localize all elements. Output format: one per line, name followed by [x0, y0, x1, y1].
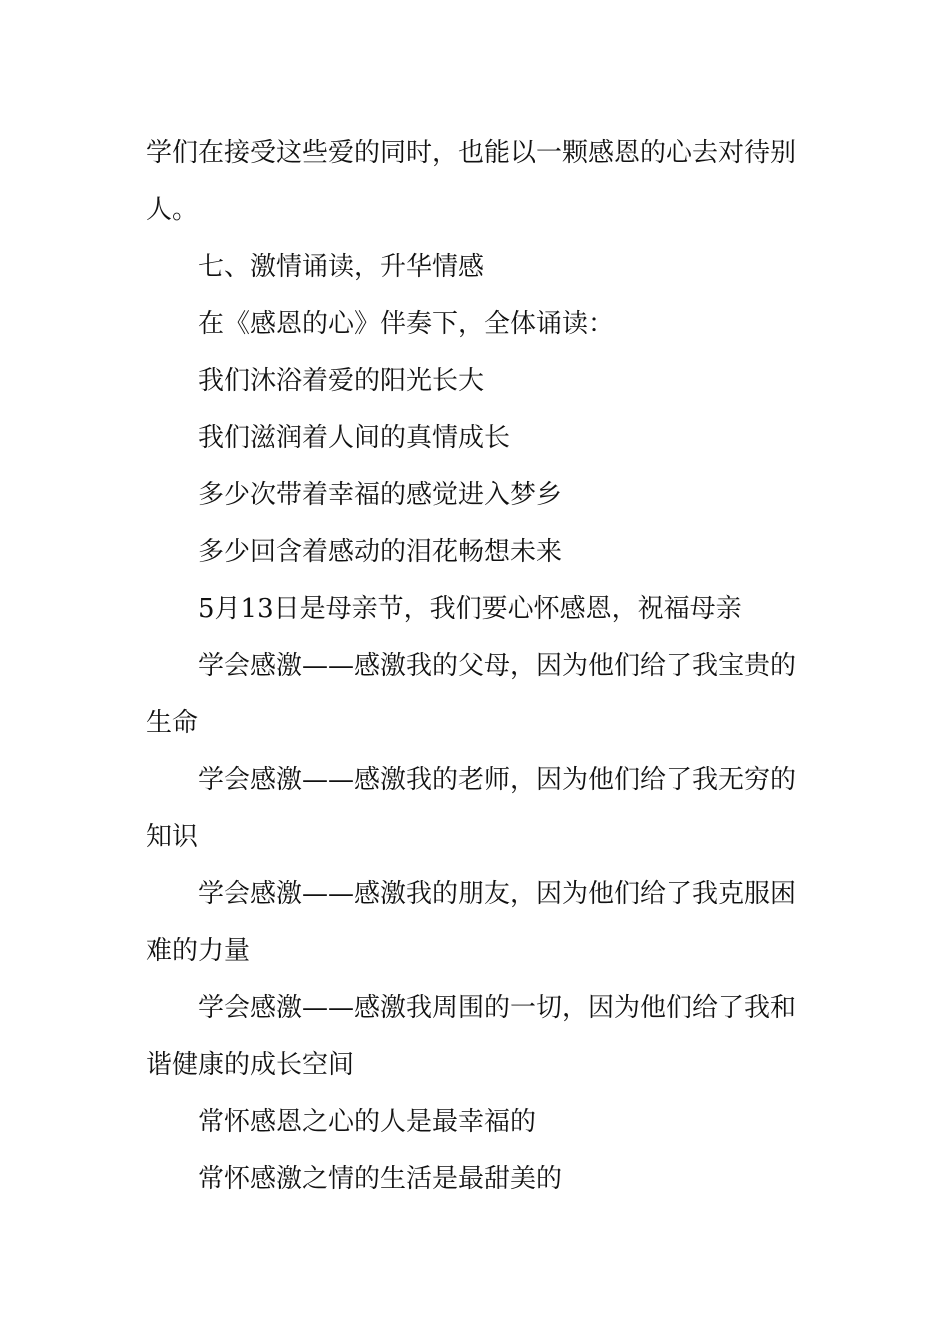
- poem-line: 我们滋润着人间的真情成长: [198, 423, 511, 453]
- poem-line: 我们沐浴着爱的阳光长大: [198, 366, 485, 396]
- poem-line: 多少次带着幸福的感觉进入梦乡: [198, 480, 563, 510]
- poem-line: 学会感激——感激我的父母，因为他们给了我宝贵的生命: [146, 651, 797, 738]
- poem-line: 常怀感激之情的生活是最甜美的: [198, 1164, 563, 1194]
- section-heading: 七、激情诵读，升华情感: [198, 252, 485, 282]
- poem-line: 学会感激——感激我周围的一切，因为他们给了我和谐健康的成长空间: [146, 993, 797, 1080]
- poem-line: 5月13日是母亲节，我们要心怀感恩，祝福母亲: [198, 594, 742, 624]
- poem-line: 学会感激——感激我的老师，因为他们给了我无穷的知识: [146, 765, 797, 852]
- poem-line: 多少回含着感动的泪花畅想未来: [198, 537, 563, 567]
- poem-line: 学会感激——感激我的朋友，因为他们给了我克服困难的力量: [146, 879, 797, 966]
- poem-line: 常怀感恩之心的人是最幸福的: [198, 1107, 537, 1137]
- paragraph: 学们在接受这些爱的同时，也能以一颗感恩的心去对待别人。: [146, 138, 797, 225]
- document-body: [146, 125, 810, 1208]
- paragraph: 在《感恩的心》伴奏下，全体诵读：: [198, 309, 615, 339]
